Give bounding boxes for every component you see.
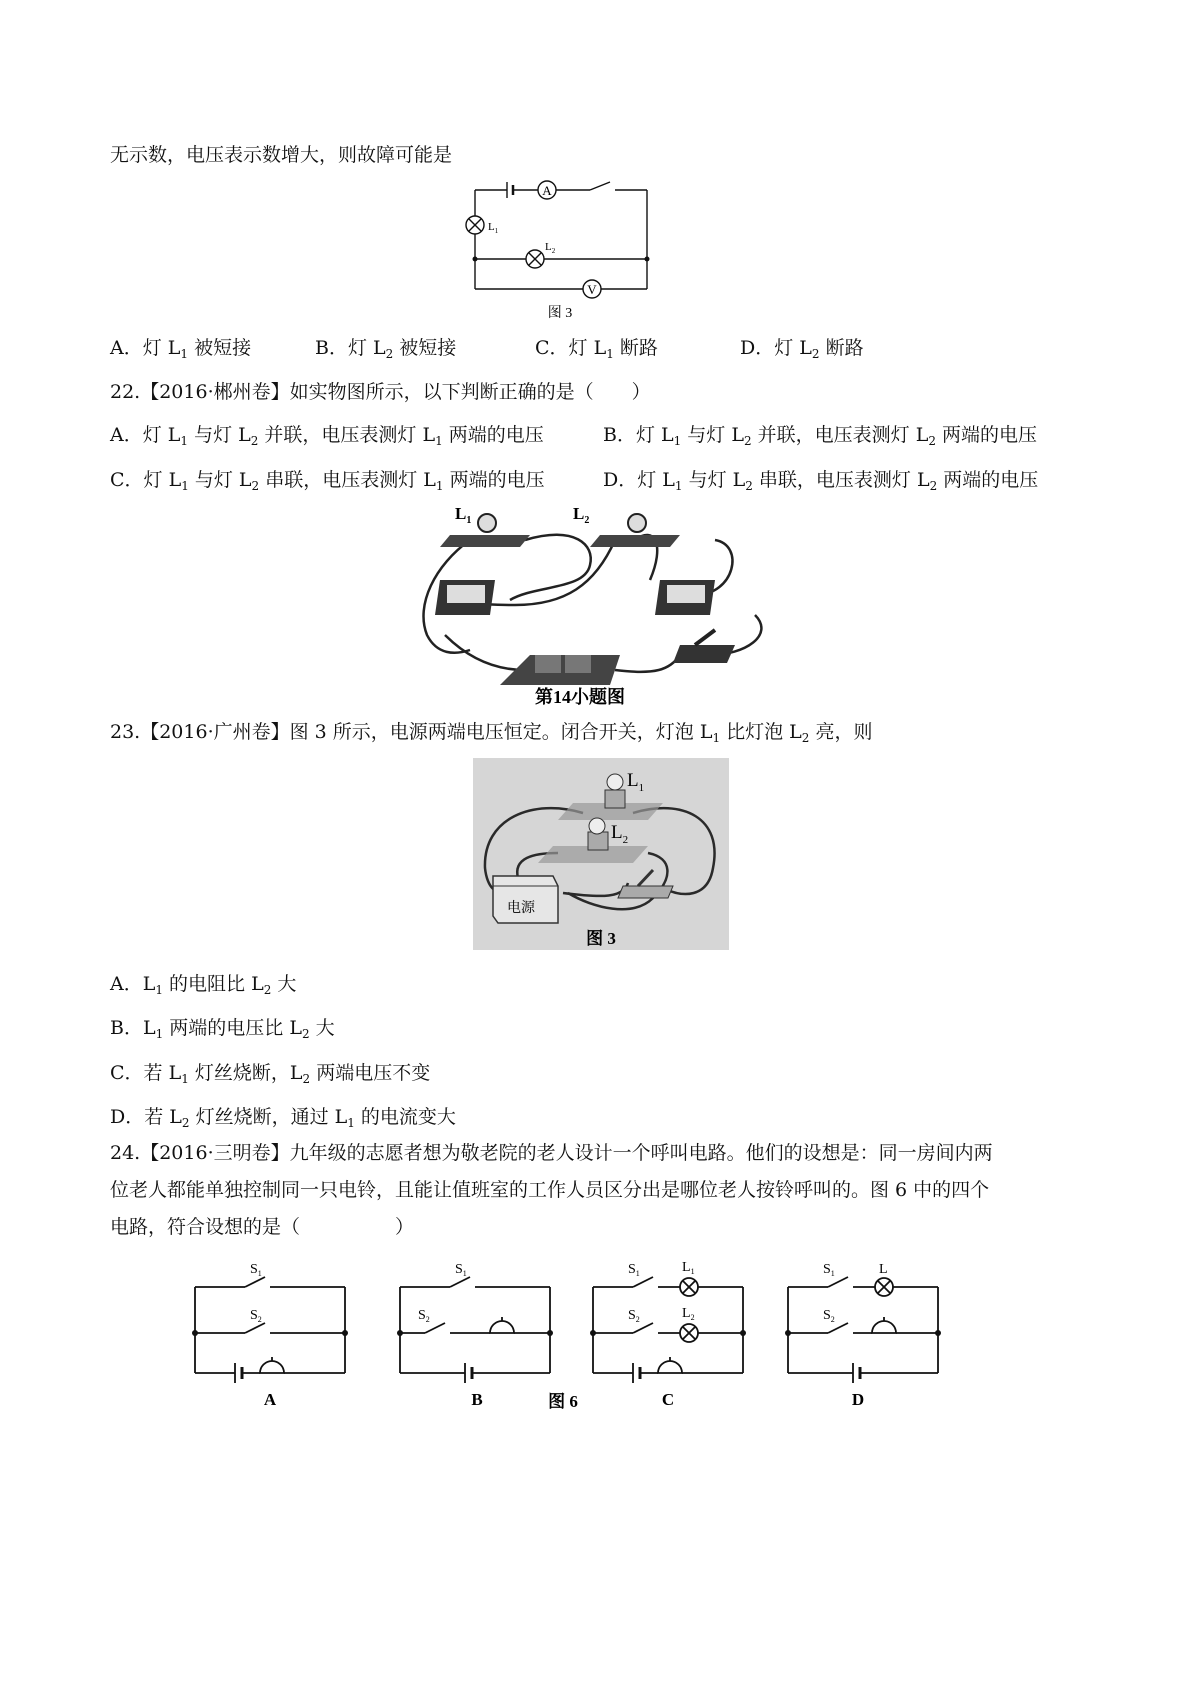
ammeter-label: A [542, 183, 552, 198]
q21-option-c[interactable]: C．灯 $L_1$ 断路 [535, 337, 658, 361]
fig6-label-d: D [851, 1390, 865, 1409]
q24-stem-line-1: 24.【2016·三明卷】九年级的志愿者想为敬老院的老人设计一个呼叫电路。他们的设想是：同一房间内两 [110, 1142, 993, 1164]
q22-option-d[interactable]: D．灯 $L_1$ 与灯 $L_2$ 串联，电压表测灯 $L_2$ 两端的电压 [603, 469, 1039, 493]
q23-option-b[interactable]: B．$L_1$ 两端的电压比 $L_2$ 大 [110, 1017, 335, 1041]
q24-stem-line-3: 电路，符合设想的是（ ） [110, 1216, 415, 1238]
q23-lamp1-label: $L_1$ [627, 770, 645, 794]
fig6-label-a: A [263, 1390, 277, 1409]
fig6-d-l-label: L [879, 1262, 888, 1277]
q23-stem: 23.【2016·广州卷】图 3 所示，电源两端电压恒定。闭合开关，灯泡 $L_1$ 比灯泡 $L_2$ 亮，则 [110, 721, 873, 745]
fig6-a-s1-label: $S_1$ [250, 1262, 262, 1278]
q23-physical-circuit-photo [473, 758, 729, 950]
q23-lamp2-label: $L_2$ [611, 822, 629, 846]
q22-option-c[interactable]: C．灯 $L_1$ 与灯 $L_2$ 串联，电压表测灯 $L_1$ 两端的电压 [110, 469, 545, 493]
q22-lamp1-label: $L_1$ [455, 505, 472, 526]
q21-option-b[interactable]: B．灯 $L_2$ 被短接 [315, 337, 457, 361]
lamp1-label: $L_1$ [488, 221, 499, 235]
q21-option-a[interactable]: A．灯 $L_1$ 被短接 [110, 337, 252, 361]
fig6-label-b: B [471, 1390, 483, 1409]
fig3-circuit-diagram [455, 172, 665, 322]
fig6-c-l1-label: $L_1$ [682, 1260, 695, 1276]
q22-physical-circuit-figure [415, 505, 800, 705]
fig6-c-l2-label: $L_2$ [682, 1306, 695, 1322]
fig6-c-s1-label: $S_1$ [628, 1262, 640, 1278]
q23-option-c[interactable]: C．若 $L_1$ 灯丝烧断，$L_2$ 两端电压不变 [110, 1062, 431, 1086]
fig6-b-s2-label: $S_2$ [418, 1308, 430, 1324]
fig6-d-s2-label: $S_2$ [823, 1308, 835, 1324]
power-source-label: 电源 [507, 901, 535, 916]
q22-option-b[interactable]: B．灯 $L_1$ 与灯 $L_2$ 并联，电压表测灯 $L_2$ 两端的电压 [603, 424, 1037, 448]
fig6-a-s2-label: $S_2$ [250, 1308, 262, 1324]
q22-lamp2-label: $L_2$ [573, 505, 590, 526]
q23-figure-caption: 图 3 [586, 929, 616, 948]
q23-option-a[interactable]: A．$L_1$ 的电阻比 $L_2$ 大 [110, 973, 297, 997]
fig6-d-s1-label: $S_1$ [823, 1262, 835, 1278]
fig6-circuit-options [185, 1255, 1035, 1415]
q22-option-a[interactable]: A．灯 $L_1$ 与灯 $L_2$ 并联，电压表测灯 $L_1$ 两端的电压 [110, 424, 544, 448]
q21-option-d[interactable]: D．灯 $L_2$ 断路 [740, 337, 864, 361]
fig6-caption: 图 6 [548, 1392, 578, 1411]
voltmeter-label: V [587, 282, 597, 297]
question-continuation: 无示数，电压表示数增大，则故障可能是 [110, 144, 453, 166]
q23-option-d[interactable]: D．若 $L_2$ 灯丝烧断，通过 $L_1$ 的电流变大 [110, 1106, 456, 1130]
q22-stem: 22.【2016·郴州卷】如实物图所示，以下判断正确的是（ ） [110, 381, 651, 403]
lamp2-label: $L_2$ [545, 241, 556, 255]
figure-caption: 图 3 [547, 306, 573, 321]
fig6-label-c: C [661, 1390, 675, 1409]
q22-figure-caption: 第14小题图 [535, 687, 625, 705]
fig6-c-s2-label: $S_2$ [628, 1308, 640, 1324]
fig6-b-s1-label: $S_1$ [455, 1262, 467, 1278]
q24-stem-line-2: 位老人都能单独控制同一只电铃，且能让值班室的工作人员区分出是哪位老人按铃呼叫的。图 6 中的四个 [110, 1179, 990, 1201]
